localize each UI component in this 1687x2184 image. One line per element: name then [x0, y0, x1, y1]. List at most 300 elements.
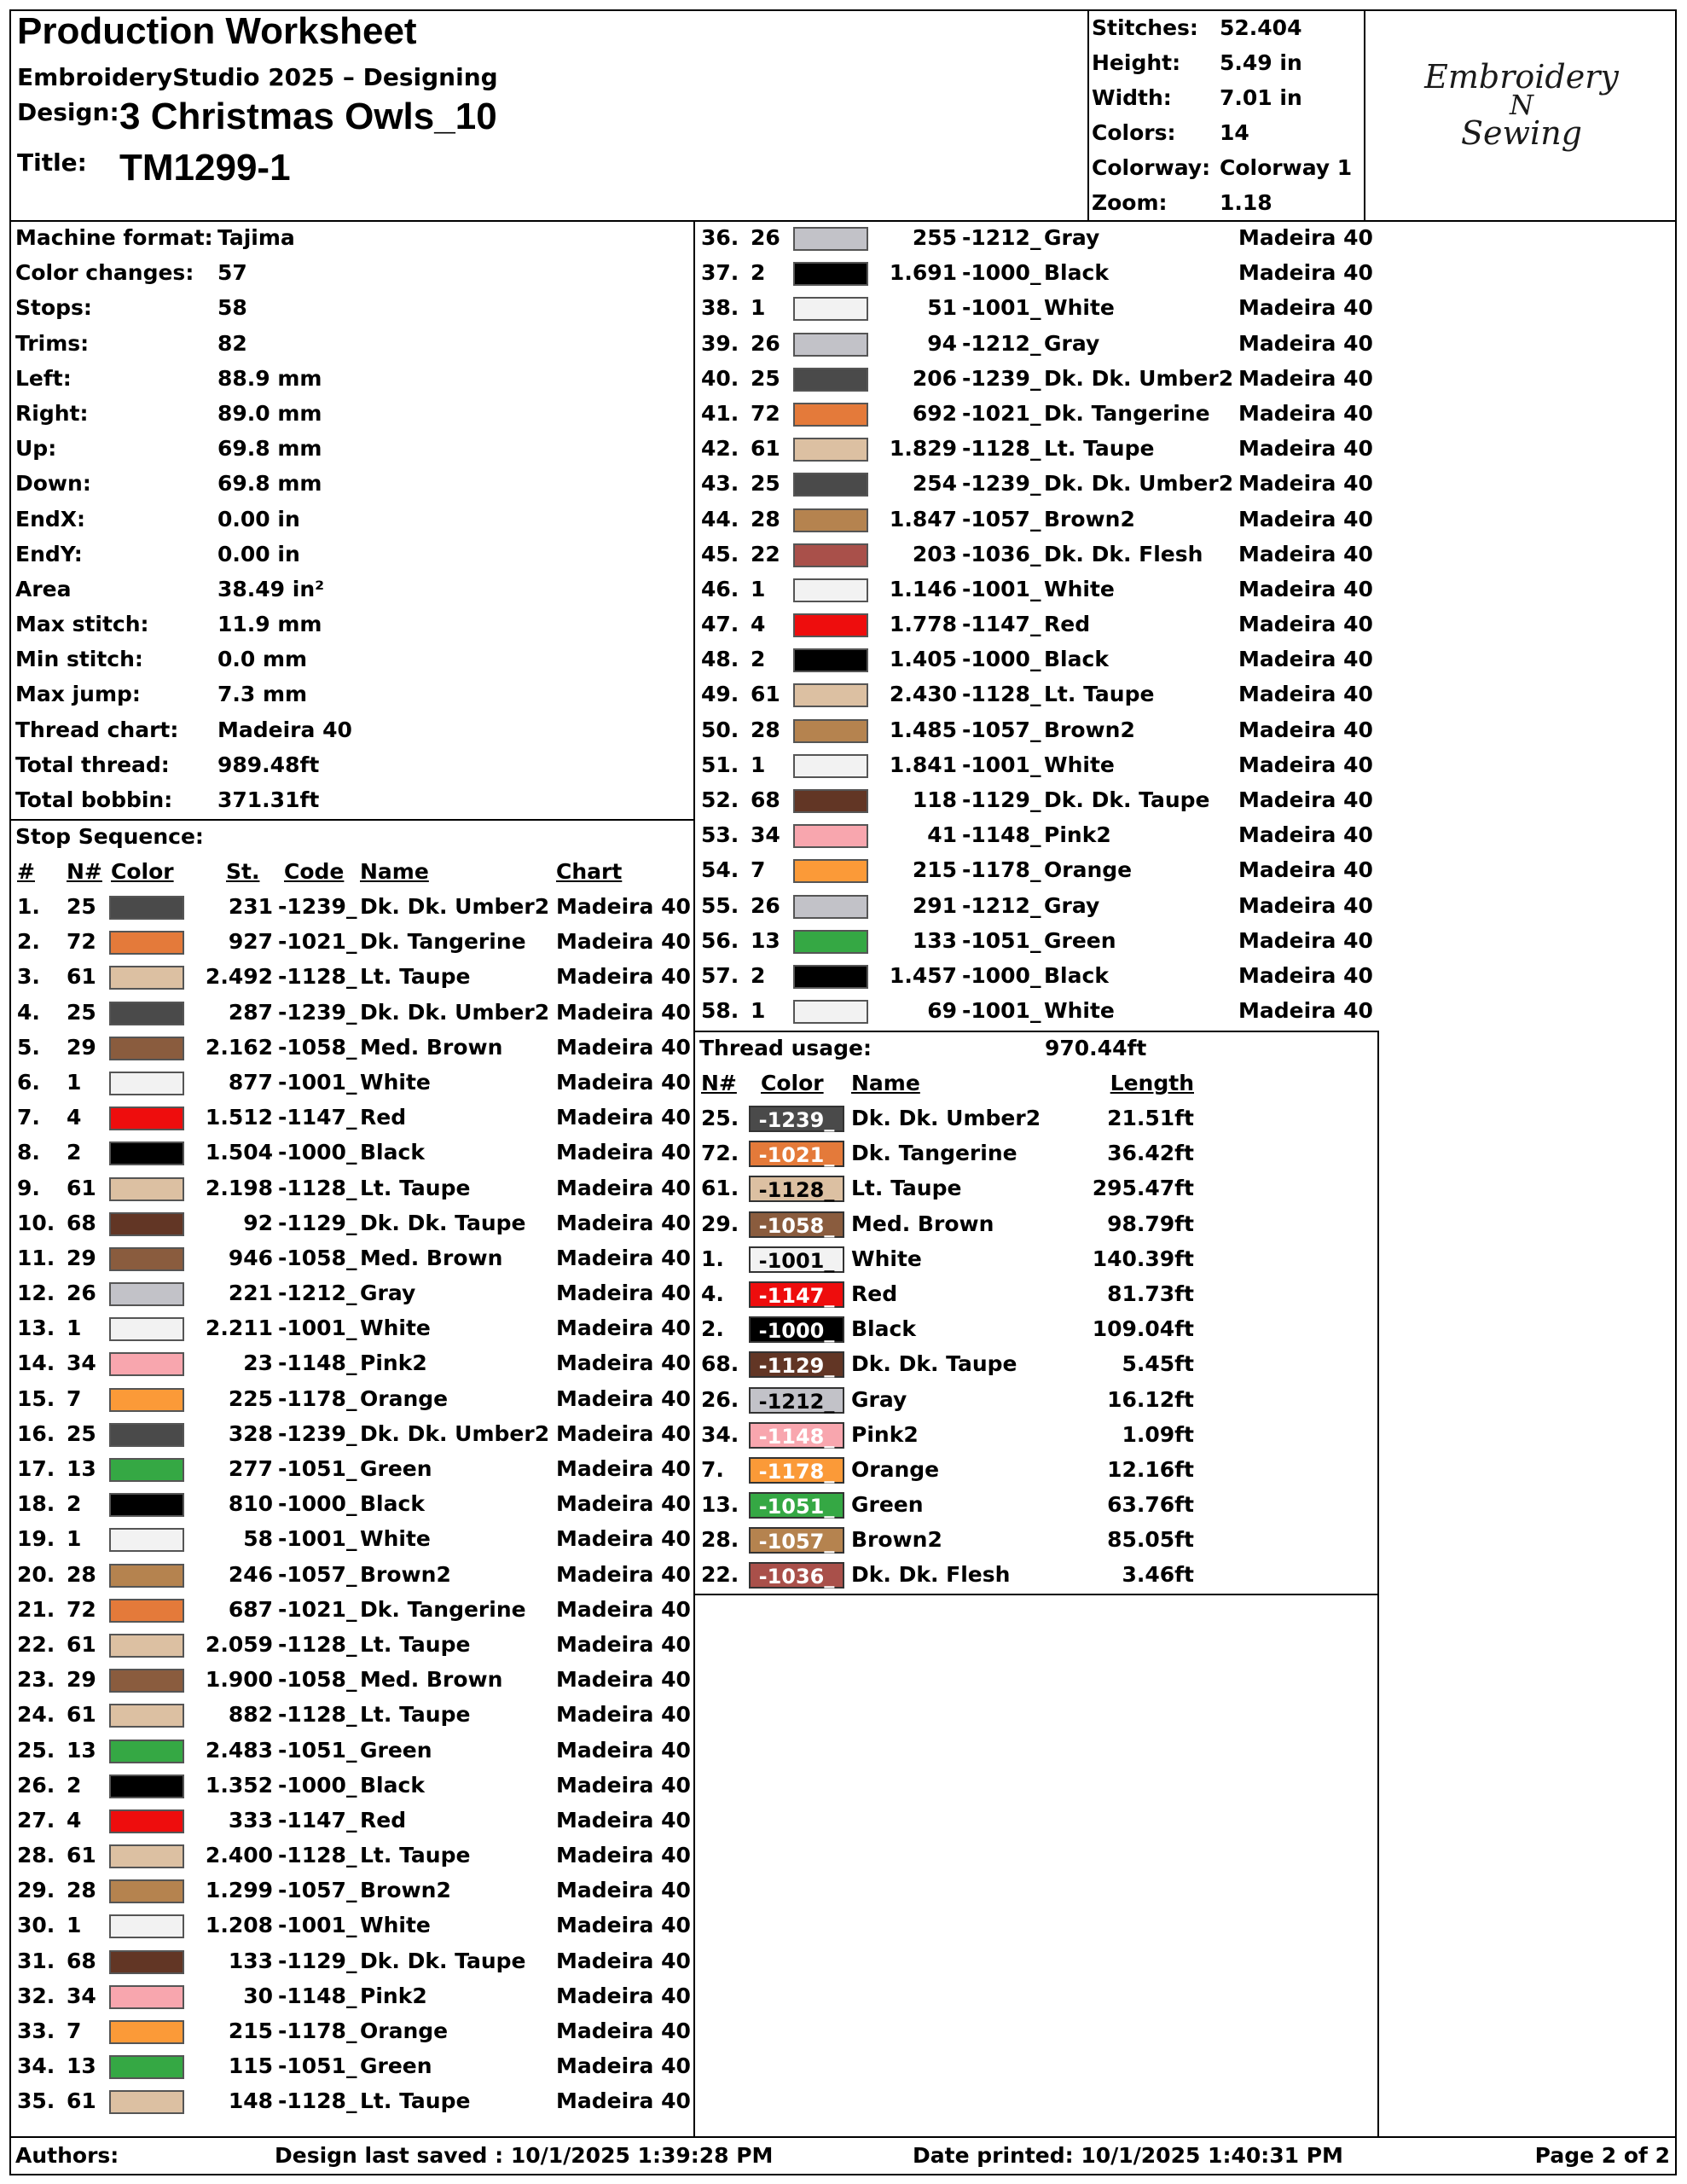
stop-index: 57.	[701, 962, 739, 988]
summary-row	[1092, 150, 1363, 185]
stop-color-swatch	[109, 1107, 184, 1130]
stop-index: 34.	[17, 2053, 55, 2079]
stop-code: -1001_	[278, 1316, 357, 1341]
usage-name: Dk. Dk. Flesh	[851, 1562, 1011, 1588]
stop-index: 30.	[17, 1913, 55, 1938]
summary-value: Colorway 1	[1220, 155, 1353, 180]
machine-row	[15, 431, 689, 466]
stop-needle: 68	[67, 1210, 96, 1235]
summary-label: Colorway:	[1092, 155, 1211, 180]
stop-chart: Madeira 40	[556, 1843, 691, 1868]
stop-needle: 7	[67, 2018, 82, 2043]
stop-name: Dk. Tangerine	[360, 1596, 526, 1622]
machine-row	[15, 466, 689, 501]
stop-row	[15, 959, 689, 994]
stop-code: -1001_	[962, 752, 1041, 777]
stop-needle: 61	[67, 2088, 96, 2114]
stop-color-swatch	[793, 297, 868, 321]
stop-row	[15, 1838, 689, 1873]
stop-needle: 26	[751, 892, 780, 918]
stop-color-swatch	[793, 719, 868, 743]
stop-needle: 68	[67, 1948, 96, 1973]
stop-chart: Madeira 40	[556, 1034, 691, 1060]
stop-code: -1129_	[278, 1210, 357, 1235]
stop-row	[699, 888, 1373, 923]
stop-code: -1178_	[278, 2018, 357, 2043]
stop-color-swatch	[793, 824, 868, 848]
machine-info	[15, 220, 689, 817]
machine-label: Left:	[15, 365, 72, 391]
stop-needle: 4	[751, 612, 766, 637]
stop-index: 16.	[17, 1420, 55, 1446]
stop-chart: Madeira 40	[556, 1948, 691, 1973]
stop-name: Pink2	[360, 1983, 427, 2008]
stop-color-swatch	[109, 1844, 184, 1868]
stop-chart: Madeira 40	[556, 1140, 691, 1165]
stop-stitches: 291	[912, 892, 957, 918]
stop-color-swatch	[793, 368, 868, 392]
stop-stitches: 2.211	[205, 1316, 273, 1341]
stop-index: 21.	[17, 1596, 55, 1622]
header-code: Code	[284, 859, 345, 884]
stop-row	[15, 1733, 689, 1768]
stop-stitches: 58	[243, 1526, 273, 1552]
stop-chart: Madeira 40	[556, 894, 691, 919]
stop-name: Lt. Taupe	[1044, 436, 1155, 462]
machine-label: Total bobbin:	[15, 787, 173, 812]
stop-name: Black	[1044, 647, 1109, 672]
stop-color-swatch	[109, 1669, 184, 1693]
stop-row	[15, 1310, 689, 1345]
stop-row	[15, 1451, 689, 1486]
stop-chart: Madeira 40	[556, 1210, 691, 1235]
stop-row	[15, 1275, 689, 1310]
machine-value: Tajima	[217, 225, 295, 250]
tu-header-name: Name	[851, 1071, 920, 1095]
thread-usage-list	[699, 1101, 1373, 1593]
stop-chart: Madeira 40	[1238, 541, 1373, 566]
stop-needle: 25	[67, 894, 96, 919]
stop-needle: 1	[751, 295, 766, 321]
stop-stitches: 277	[228, 1456, 273, 1481]
usage-name: White	[851, 1246, 922, 1271]
stop-index: 12.	[17, 1281, 55, 1306]
stop-stitches: 255	[912, 225, 957, 250]
machine-label: Up:	[15, 436, 57, 462]
stop-index: 15.	[17, 1385, 55, 1411]
stop-color-swatch	[109, 1740, 184, 1763]
thread-usage-row	[699, 1170, 1373, 1205]
stop-code: -1057_	[962, 506, 1041, 531]
thread-usage-row	[699, 1452, 1373, 1487]
frame-right	[1675, 9, 1677, 2175]
stop-index: 44.	[701, 506, 739, 531]
stop-row	[699, 712, 1373, 747]
stop-stitches: 69	[927, 998, 957, 1024]
stop-color-swatch	[793, 965, 868, 989]
machine-value: 57	[217, 260, 247, 286]
machine-label: Thread chart:	[15, 717, 179, 742]
stop-index: 54.	[701, 857, 739, 883]
stop-row	[15, 1416, 689, 1451]
stop-chart: Madeira 40	[1238, 365, 1373, 391]
stop-needle: 1	[751, 752, 766, 777]
stop-needle: 2	[67, 1491, 82, 1517]
summary-value: 14	[1220, 120, 1249, 145]
usage-needle: 28.	[701, 1527, 739, 1553]
usage-color-code: -1148_	[749, 1422, 844, 1449]
summary-value: 52.404	[1220, 15, 1302, 40]
stop-chart: Madeira 40	[556, 2053, 691, 2079]
stop-code: -1239_	[962, 365, 1041, 391]
machine-label: Max jump:	[15, 682, 141, 707]
stop-needle: 26	[67, 1281, 96, 1306]
stop-sequence-header	[15, 854, 689, 888]
stop-code: -1128_	[278, 2088, 357, 2114]
stop-row	[699, 466, 1373, 501]
stop-stitches: 221	[228, 1281, 273, 1306]
stop-stitches: 287	[228, 999, 273, 1025]
stop-needle: 1	[67, 1913, 82, 1938]
machine-value: 38.49 in²	[217, 576, 325, 601]
stop-code: -1000_	[278, 1491, 357, 1517]
summary-label: Zoom:	[1092, 190, 1168, 215]
stop-chart: Madeira 40	[1238, 506, 1373, 531]
stop-code: -1147_	[278, 1105, 357, 1130]
frame-left	[9, 9, 11, 2175]
stop-row	[699, 607, 1373, 642]
usage-needle: 7.	[701, 1456, 724, 1482]
stop-color-swatch	[109, 1704, 184, 1728]
stop-stitches: 23	[243, 1350, 273, 1376]
stop-code: -1128_	[278, 964, 357, 990]
machine-label: Down:	[15, 471, 91, 497]
stop-code: -1000_	[278, 1772, 357, 1798]
stop-row	[15, 1205, 689, 1240]
stop-chart: Madeira 40	[1238, 752, 1373, 777]
header-stitches: St.	[226, 859, 260, 884]
stop-stitches: 133	[228, 1948, 273, 1973]
stop-stitches: 927	[228, 929, 273, 955]
usage-color-code: -1057_	[749, 1527, 844, 1554]
stop-chart: Madeira 40	[556, 1596, 691, 1622]
stop-index: 8.	[17, 1140, 40, 1165]
stop-chart: Madeira 40	[556, 1631, 691, 1657]
stop-name: Gray	[1044, 892, 1100, 918]
worksheet-title: Production Worksheet	[17, 10, 417, 52]
stop-name: White	[360, 1913, 431, 1938]
stop-color-swatch	[109, 931, 184, 955]
stop-index: 48.	[701, 647, 739, 672]
stop-stitches: 118	[912, 787, 957, 812]
machine-value: 69.8 mm	[217, 471, 322, 497]
stop-name: Brown2	[1044, 717, 1135, 742]
stop-color-swatch	[793, 683, 868, 707]
stop-index: 53.	[701, 822, 739, 848]
stop-row	[15, 1065, 689, 1100]
stop-color-swatch	[109, 1985, 184, 2009]
stop-needle: 1	[67, 1069, 82, 1095]
thread-usage-row	[699, 1101, 1373, 1136]
app-name: EmbroideryStudio 2025 – Designing	[17, 63, 498, 91]
machine-value: Madeira 40	[217, 717, 352, 742]
stop-index: 47.	[701, 612, 739, 637]
stop-row	[15, 1592, 689, 1627]
stop-needle: 1	[67, 1316, 82, 1341]
stop-index: 51.	[701, 752, 739, 777]
stop-needle: 1	[67, 1526, 82, 1552]
stop-name: Orange	[360, 2018, 449, 2043]
summary-label: Stitches:	[1092, 15, 1198, 40]
stop-index: 39.	[701, 330, 739, 356]
stop-row	[15, 1697, 689, 1732]
stop-needle: 4	[67, 1105, 82, 1130]
summary-label: Colors:	[1092, 120, 1176, 145]
stop-color-swatch	[109, 1564, 184, 1588]
stop-name: Green	[360, 1737, 432, 1763]
stop-color-swatch	[109, 1177, 184, 1201]
stop-stitches: 1.504	[205, 1140, 273, 1165]
stop-chart: Madeira 40	[1238, 260, 1373, 286]
logo	[1368, 60, 1675, 150]
stop-color-swatch	[109, 1493, 184, 1517]
stop-chart: Madeira 40	[556, 1702, 691, 1728]
footer-printed: Date printed: 10/1/2025 1:40:31 PM	[913, 2143, 1343, 2168]
stop-row	[699, 290, 1373, 325]
usage-name: Dk. Tangerine	[851, 1141, 1017, 1166]
stop-stitches: 1.778	[889, 612, 957, 637]
usage-name: Med. Brown	[851, 1211, 994, 1236]
stop-chart: Madeira 40	[556, 1526, 691, 1552]
stop-stitches: 2.198	[205, 1175, 273, 1200]
stop-name: Lt. Taupe	[360, 1702, 471, 1728]
stop-stitches: 1.900	[205, 1667, 273, 1693]
usage-length: 3.46ft	[1122, 1562, 1194, 1588]
stop-stitches: 133	[912, 927, 957, 953]
stop-code: -1128_	[278, 1702, 357, 1728]
footer-divider	[10, 2136, 1677, 2138]
stop-row	[15, 1030, 689, 1065]
stop-code: -1239_	[278, 894, 357, 919]
usage-needle: 29.	[701, 1211, 739, 1236]
stop-chart: Madeira 40	[1238, 295, 1373, 321]
stop-name: Black	[360, 1140, 425, 1165]
summary-block	[1092, 10, 1363, 220]
stop-chart: Madeira 40	[556, 1913, 691, 1938]
stop-index: 18.	[17, 1491, 55, 1517]
summary-value: 5.49 in	[1220, 50, 1302, 75]
stop-code: -1178_	[962, 857, 1041, 883]
stop-index: 35.	[17, 2088, 55, 2114]
stop-stitches: 206	[912, 365, 957, 391]
summary-label: Height:	[1092, 50, 1181, 75]
stop-stitches: 877	[228, 1069, 273, 1095]
stop-name: Dk. Tangerine	[1044, 400, 1210, 426]
stop-code: -1147_	[278, 1807, 357, 1833]
usage-color-code: -1001_	[749, 1246, 844, 1273]
stop-needle: 72	[67, 929, 96, 955]
stop-needle: 61	[67, 1631, 96, 1657]
stop-name: Dk. Dk. Taupe	[1044, 787, 1210, 812]
machine-label: Area	[15, 576, 72, 601]
stop-chart: Madeira 40	[556, 1561, 691, 1587]
stop-color-swatch	[793, 1000, 868, 1024]
stop-row	[15, 1170, 689, 1205]
stop-needle: 28	[67, 1561, 96, 1587]
usage-length: 140.39ft	[1092, 1246, 1194, 1271]
machine-label: Max stitch:	[15, 612, 149, 637]
stop-stitches: 1.512	[205, 1105, 273, 1130]
stop-stitches: 1.299	[205, 1878, 273, 1903]
machine-label: Stops:	[15, 295, 92, 321]
stop-stitches: 2.483	[205, 1737, 273, 1763]
stop-index: 52.	[701, 787, 739, 812]
stop-stitches: 946	[228, 1245, 273, 1270]
stop-needle: 7	[751, 857, 766, 883]
header-color: Color	[111, 859, 174, 884]
usage-name: Dk. Dk. Umber2	[851, 1106, 1041, 1130]
stop-index: 11.	[17, 1245, 55, 1270]
stop-code: -1128_	[278, 1843, 357, 1868]
stop-chart: Madeira 40	[556, 2018, 691, 2043]
stop-code: -1058_	[278, 1034, 357, 1060]
stop-index: 29.	[17, 1878, 55, 1903]
stop-name: Brown2	[360, 1561, 451, 1587]
stop-color-swatch	[793, 508, 868, 532]
stop-row	[699, 537, 1373, 572]
summary-value: 7.01 in	[1220, 85, 1302, 110]
usage-color-code: -1128_	[749, 1176, 844, 1202]
stop-row	[699, 993, 1373, 1028]
stop-stitches: 1.457	[889, 962, 957, 988]
machine-value: 7.3 mm	[217, 682, 308, 707]
stop-row	[15, 1240, 689, 1275]
stop-color-swatch	[109, 1950, 184, 1974]
stop-name: Pink2	[360, 1350, 427, 1376]
stop-row	[15, 1521, 689, 1556]
summary-row	[1092, 10, 1363, 45]
usage-name: Gray	[851, 1386, 907, 1412]
stop-code: -1148_	[278, 1350, 357, 1376]
header-name: Name	[360, 859, 429, 884]
stop-name: Green	[360, 1456, 432, 1481]
stop-color-swatch	[109, 1141, 184, 1165]
stop-stitches: 51	[927, 295, 957, 321]
summary-row	[1092, 45, 1363, 80]
stop-code: -1128_	[962, 436, 1041, 462]
stop-row	[699, 677, 1373, 712]
usage-name: Pink2	[851, 1421, 919, 1447]
stop-row	[699, 958, 1373, 993]
stop-color-swatch	[109, 1352, 184, 1376]
stop-needle: 1	[751, 998, 766, 1024]
stop-color-swatch	[109, 1212, 184, 1236]
stop-code: -1001_	[962, 295, 1041, 321]
thread-usage-row	[699, 1136, 1373, 1170]
machine-row	[15, 607, 689, 642]
stop-name: Lt. Taupe	[360, 964, 471, 990]
stop-code: -1051_	[278, 1456, 357, 1481]
stop-needle: 34	[67, 1350, 96, 1376]
stop-needle: 2	[751, 260, 766, 286]
stop-name: Orange	[360, 1385, 449, 1411]
stop-color-swatch	[109, 966, 184, 990]
stop-chart: Madeira 40	[1238, 787, 1373, 812]
stop-stitches: 30	[243, 1983, 273, 2008]
header-chart: Chart	[556, 859, 623, 884]
stop-name: Brown2	[360, 1878, 451, 1903]
usage-color-code: -1036_	[749, 1562, 844, 1589]
summary-left-divider	[1087, 9, 1089, 221]
stop-chart: Madeira 40	[1238, 998, 1373, 1024]
stop-needle: 72	[67, 1596, 96, 1622]
tu-header-length: Length	[1110, 1071, 1194, 1095]
header-index: #	[17, 859, 35, 884]
thread-usage-title: Thread usage:	[699, 1036, 872, 1060]
stop-index: 7.	[17, 1105, 40, 1130]
usage-color-code: -1000_	[749, 1316, 844, 1343]
stop-index: 3.	[17, 964, 40, 990]
machine-value: 58	[217, 295, 247, 321]
usage-needle: 34.	[701, 1421, 739, 1447]
stop-needle: 34	[751, 822, 780, 848]
stop-name: Lt. Taupe	[1044, 682, 1155, 707]
stop-chart: Madeira 40	[556, 1456, 691, 1481]
stop-needle: 61	[751, 436, 780, 462]
stop-needle: 61	[67, 1843, 96, 1868]
stop-chart: Madeira 40	[1238, 682, 1373, 707]
usage-color-code: -1021_	[749, 1141, 844, 1167]
stop-code: -1036_	[962, 541, 1041, 566]
footer-page: Page 2 of 2	[1534, 2143, 1670, 2168]
stop-color-swatch	[793, 333, 868, 357]
machine-value: 0.0 mm	[217, 647, 308, 672]
stop-list-left	[15, 889, 689, 2119]
footer-authors: Authors:	[15, 2143, 119, 2168]
tu-header-color: Color	[761, 1071, 824, 1095]
thread-usage-header	[699, 1066, 1373, 1100]
stop-chart: Madeira 40	[1238, 436, 1373, 462]
stop-chart: Madeira 40	[1238, 857, 1373, 883]
stop-name: White	[1044, 295, 1115, 321]
stop-needle: 25	[751, 365, 780, 391]
machine-row	[15, 502, 689, 537]
stop-needle: 28	[751, 717, 780, 742]
stop-stitches: 687	[228, 1596, 273, 1622]
usage-needle: 2.	[701, 1316, 724, 1342]
stop-needle: 61	[751, 682, 780, 707]
stop-code: -1021_	[278, 929, 357, 955]
machine-label: Total thread:	[15, 752, 170, 777]
summary-row	[1092, 115, 1363, 150]
stop-needle: 7	[67, 1385, 82, 1411]
usage-name: Brown2	[851, 1527, 942, 1553]
stop-index: 38.	[701, 295, 739, 321]
stop-row	[699, 502, 1373, 537]
stop-needle: 28	[67, 1878, 96, 1903]
stop-code: -1239_	[278, 1420, 357, 1446]
stop-stitches: 94	[927, 330, 957, 356]
logo-line-1: Embroidery	[1424, 58, 1619, 96]
stop-name: Black	[360, 1772, 425, 1798]
stop-needle: 61	[67, 1175, 96, 1200]
stop-stitches: 2.400	[205, 1843, 273, 1868]
stop-code: -1000_	[278, 1140, 357, 1165]
stop-code: -1128_	[962, 682, 1041, 707]
stop-name: Dk. Dk. Umber2	[360, 1420, 550, 1446]
title-value: TM1299-1	[119, 147, 291, 189]
stop-stitches: 2.430	[889, 682, 957, 707]
